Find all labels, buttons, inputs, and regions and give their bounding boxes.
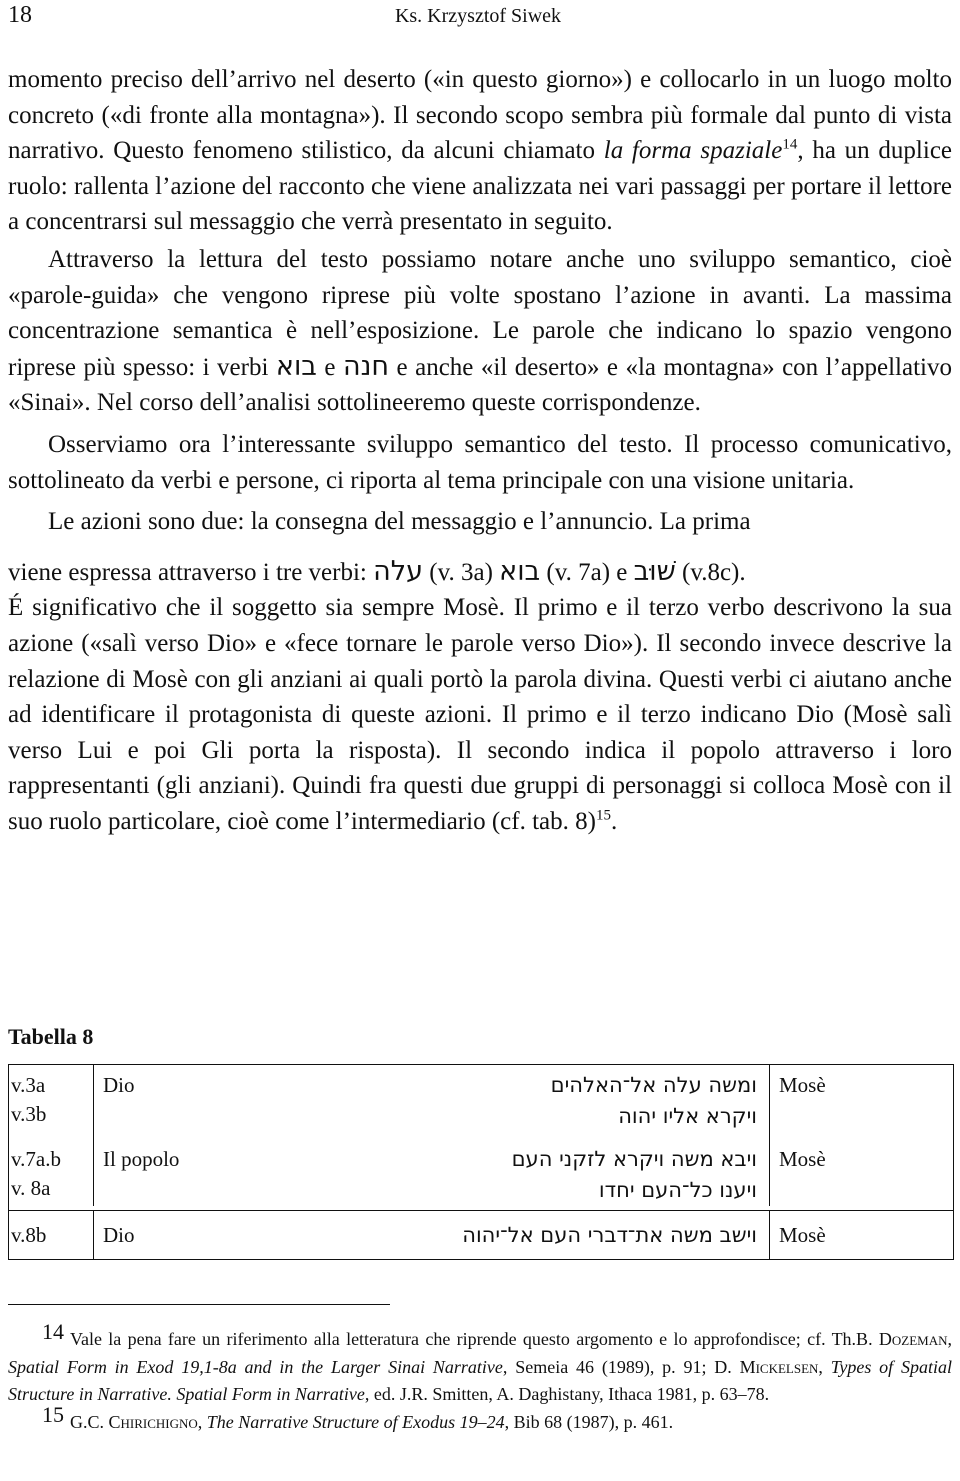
table-row	[9, 1139, 953, 1206]
text-span: ,	[947, 1329, 952, 1349]
hebrew-verb: חנה	[342, 350, 390, 382]
text-span: ,	[197, 1411, 207, 1432]
column-divider	[93, 1133, 94, 1206]
hebrew-line: ויקרא אליו יהוה	[618, 1104, 757, 1128]
text-span: É significativo che il soggetto sia sempre Mosè. Il primo e il terzo verbo descrivono la sua azione («salì verso Dio» e «fece tornare le parole verso Dio»). Il secondo invece descrive la relazione di Mosè con gli anziani ai quali portò la parola divina. Questi verbi ci aiutano anche ad identificare il protagonista di queste azioni. Il primo e il terzo indicano Dio (Mosè salì verso Lui e poi Gli porta la risposta). Il secondo indica il popolo attraverso i loro rappresentanti (gli anziani). Quindi fra questi due gruppi di personaggi si colloca Mosè con il suo ruolo particolare, cioè come l’intermediario (cf. tab. 8)	[8, 594, 952, 835]
hebrew-line: ויענו כל־העם יחדו	[598, 1178, 757, 1202]
footnote-divider	[8, 1304, 390, 1305]
hebrew-text-cell	[259, 1144, 757, 1206]
text-span: momento preciso dell’arrivo nel deserto («in questo giorno») e collocarlo in un luogo molto concreto («di fronte alla montagna»). Il secondo scopo sembra più formale dal punto di vista narrativo. Questo fenomeno stilistico, da alcuni chiamato	[8, 66, 952, 165]
actor-cell: Mosè	[779, 1147, 826, 1171]
actor-cell: Mosè	[779, 1223, 826, 1247]
footnote-15: 15 G.C. Chirichigno, The Narrative Structure of Exodus 19–24, Bib 68 (1987), p. 461.	[42, 1401, 674, 1432]
hebrew-line: ומשה עלה אל־האלהים	[550, 1073, 757, 1097]
hebrew-text-cell: וישב משה את־דברי העם אל־יהוה	[462, 1223, 757, 1247]
column-divider	[769, 1065, 770, 1133]
hebrew-line: ויבא משה ויקרא לזקני העם	[511, 1147, 757, 1171]
text-span: , Semeia 46 (1989), p. 91; D.	[502, 1356, 740, 1377]
text-span: Vale la pena fare un riferimento alla letteratura che riprende questo argomento e lo approfondisce; cf.	[70, 1329, 832, 1349]
hebrew-verb: שׁוּב	[633, 555, 676, 587]
paragraph-2	[8, 242, 952, 421]
verse-ref: v.3a	[11, 1073, 46, 1097]
hebrew-verb: בוא	[275, 350, 317, 382]
paragraph-3: Osserviamo ora l’interessante sviluppo semantico del testo. Il processo comunicativo, sottolineato da verbi e persone, ci riporta al tema principale con una visione unitaria.	[8, 430, 952, 494]
column-divider	[93, 1065, 94, 1133]
verse-ref-cell: v.8b	[11, 1223, 47, 1247]
text-span: viene espressa attraverso i tre verbi:	[8, 558, 374, 586]
text-span: , ed. J.R. Smitten, A. Daghistany, Ithaca 1981, p. 63–78.	[364, 1384, 770, 1404]
text-span: (v. 7a) e	[540, 558, 634, 586]
page-header	[8, 0, 948, 30]
author-name: Chirichigno	[108, 1411, 198, 1432]
footnote-14: 14 Vale la pena fare un riferimento alla letteratura che riprende questo argomento e lo approfondisce; cf. Th.B. Dozeman, Spatial Form in Exod 19,1-8a and in the Larger Sinai Narrative, Semeia 46 (1989), p. 91; D. Mickelsen, Types of Spatial Structure in Narrative. Spatial Form in Narrative, ed. J.R. Smitten, A. Daghistany, Ithaca 1981, p. 63–78.	[8, 1319, 953, 1404]
text-span: .	[610, 807, 618, 835]
column-divider	[93, 1211, 94, 1260]
work-title: The Narrative Structure of Exodus 19–24	[206, 1411, 505, 1432]
author-name: Dozeman	[878, 1329, 948, 1349]
paragraph-4: Le azioni sono due: la consegna del messaggio e l’annuncio. La prima	[48, 508, 751, 536]
addressee-cell: Dio	[103, 1073, 135, 1097]
body-text	[8, 62, 952, 839]
paragraph-5	[8, 554, 952, 591]
footnote-ref-15[interactable]: 15	[595, 807, 611, 824]
text-span: G.C.	[70, 1411, 109, 1432]
table-8	[8, 1064, 954, 1260]
hebrew-verb: בוא	[499, 555, 541, 587]
text-span: e anche «il deserto» e «la montagna» con l’appellativo «Sinai». Nel corso dell’analisi sottolineeremo queste corrispondenze.	[8, 353, 952, 417]
column-divider	[769, 1133, 770, 1206]
hebrew-verb: עלה	[373, 555, 424, 587]
author-name: Mickelsen	[739, 1356, 819, 1377]
addressee-cell: Il popolo	[103, 1147, 180, 1171]
text-span: , Bib 68 (1987), p. 461.	[504, 1411, 674, 1432]
work-title: Spatial Form in Exod 19,1-8a and in the Larger Sinai Narrative	[8, 1356, 503, 1377]
paragraph-6	[8, 590, 952, 839]
verse-ref-cell	[11, 1145, 91, 1203]
addressee-cell: Dio	[103, 1223, 135, 1247]
table-row	[9, 1065, 953, 1133]
verse-ref: v.3b	[11, 1102, 47, 1126]
text-span: Attraverso la lettura del testo possiamo notare anche uno sviluppo semantico, cioè «parole-guida» che vengono riprese più volte spostano l’azione in avanti. La massima concentrazione semantica è nell’esposizione. Le parole che indicano lo spazio vengono riprese più spesso: i verbi	[8, 245, 952, 381]
paragraph-1	[8, 62, 952, 240]
work-title: Types of Spatial Structure in Narrative. Spatial Form in Narrative	[8, 1356, 953, 1404]
text-span: ,	[818, 1356, 831, 1377]
verse-ref: v. 8a	[11, 1176, 51, 1200]
footnote-ref-14[interactable]: 14	[782, 136, 798, 153]
text-span: (v. 3a)	[423, 558, 500, 586]
page-number: 18	[8, 2, 32, 28]
term-spatial-form: la forma spaziale	[603, 137, 783, 165]
hebrew-text-cell	[259, 1070, 757, 1132]
running-head: Ks. Krzysztof Siwek	[394, 5, 562, 27]
verse-ref-cell	[11, 1071, 91, 1129]
text-span: e	[316, 353, 343, 381]
table-caption: Tabella 8	[8, 1024, 94, 1049]
text-span: , ha un duplice ruolo: rallenta l’azione del racconto che viene analizzata nei vari passaggi per portare il lettore a concentrarsi sul messaggio che verrà presentato in seguito.	[8, 137, 953, 236]
author-initial: Th.B.	[831, 1329, 879, 1349]
actor-cell: Mosè	[779, 1073, 826, 1097]
column-divider	[769, 1211, 770, 1260]
table-row	[9, 1210, 953, 1260]
footnotes	[8, 1319, 953, 1436]
text-span: (v.8c).	[675, 558, 746, 586]
verse-ref: v.7a.b	[11, 1147, 61, 1171]
